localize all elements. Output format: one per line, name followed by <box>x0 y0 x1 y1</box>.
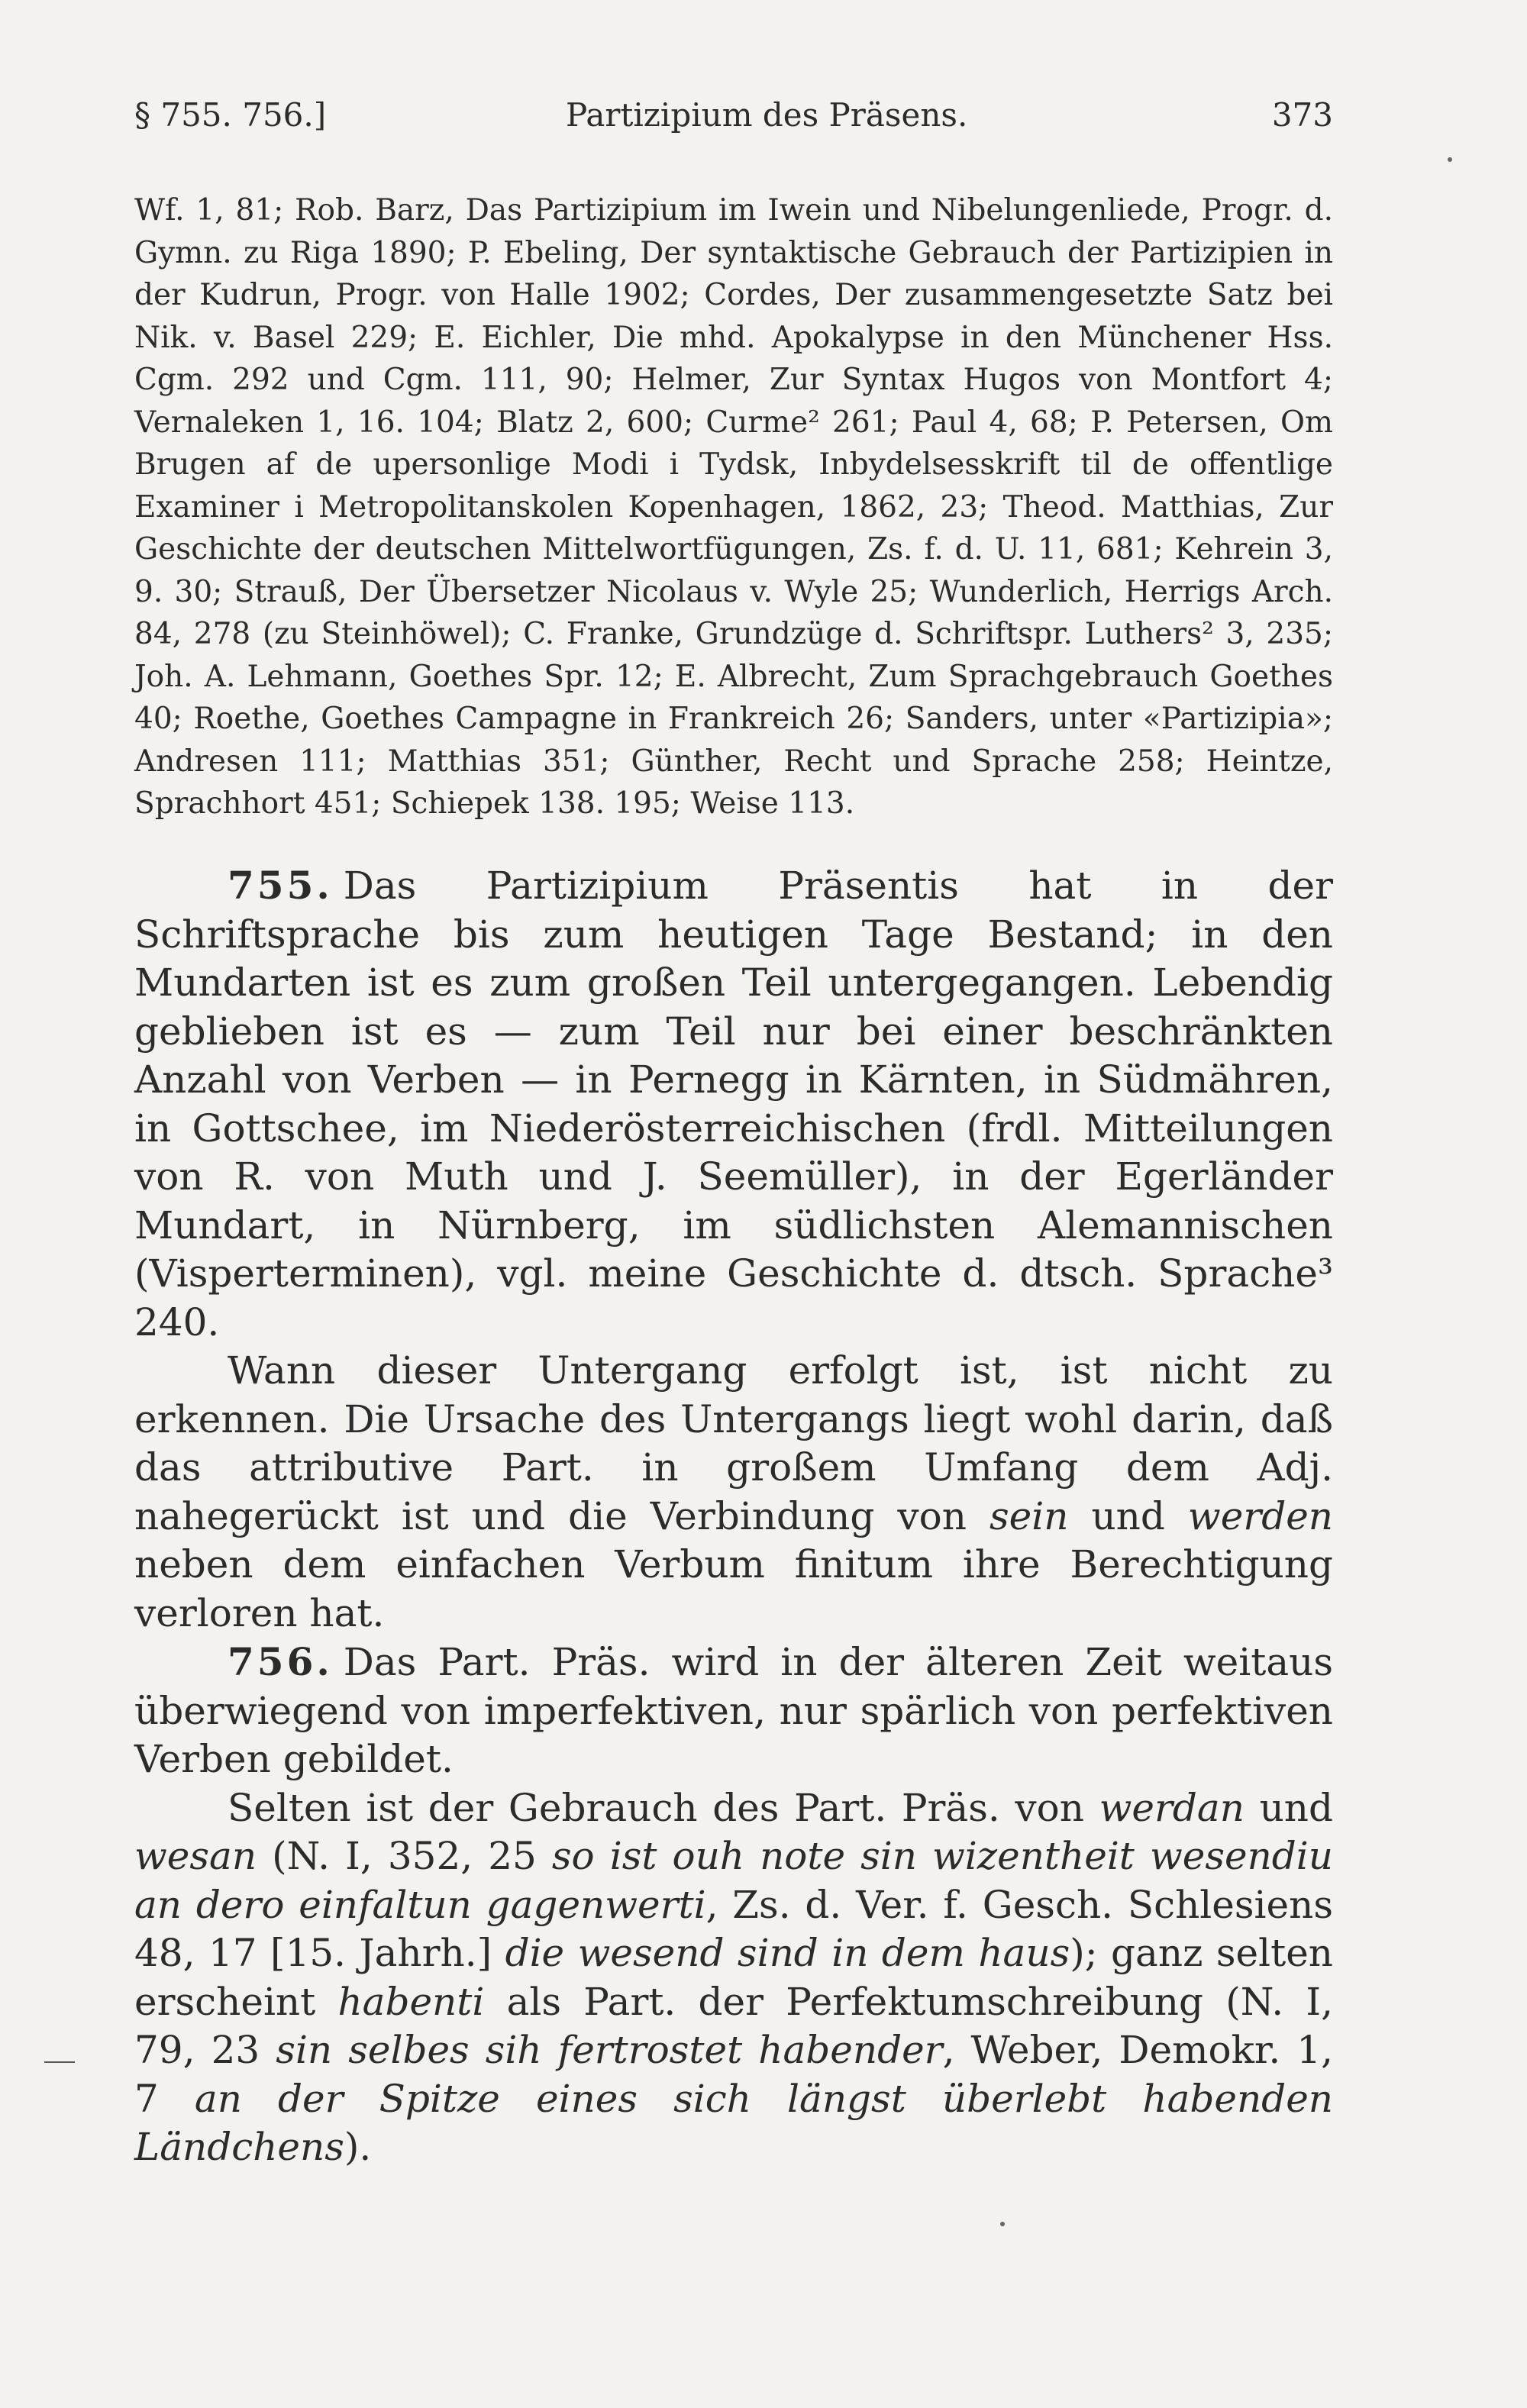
section-number-755: 755. <box>228 863 333 908</box>
header-section-ref: § 755. 756.] <box>134 96 327 134</box>
main-text <box>134 861 1333 2172</box>
speck <box>1448 157 1452 162</box>
quote-weber: an der Spitze eines sich längst überlebt habenden Ländchens <box>134 2076 1333 2169</box>
bibliography-block: Wf. 1, 81; Rob. Barz, Das Partizipium im Iwein und Nibelungenliede, Progr. d. Gymn. zu Riga 1890; P. Ebeling, Der syntaktische Gebrauch der Partizipien in der Kudrun, Progr. von Halle 1902; Cordes, Der zusammengesetzte Satz bei Nik. v. Basel 229; E. Eichler, Die mhd. Apokalypse in den Münchener Hss. Cgm. 292 und Cgm. 111, 90; Helmer, Zur Syntax Hugos von Montfort 4; Vernaleken 1, 16. 104; Blatz 2, 600; Curme² 261; Paul 4, 68; P. Petersen, Om Brugen af de upersonlige Modi i Tydsk, Inbydelsesskrift til de offentlige Examiner i Metropolitanskolen Kopenhagen, 1862, 23; Theod. Matthias, Zur Geschichte der deutschen Mittelwortfügungen, Zs. f. d. U. 11, 681; Kehrein 3, 9. 30; Strauß, Der Übersetzer Nicolaus v. Wyle 25; Wunderlich, Herrigs Arch. 84, 278 (zu Steinhöwel); C. Franke, Grundzüge d. Schriftspr. Luthers² 3, 235; Joh. A. Lehmann, Goethes Spr. 12; E. Albrecht, Zum Sprachgebrauch Goethes 40; Roethe, Goethes Campagne in Frankreich 26; Sanders, unter «Partizipia»; Andresen 111; Matthias 351; Günther, Recht und Sprache 258; Heintze, Sprachhort 451; Schiepek 138. 195; Weise 113. <box>134 193 1333 821</box>
quote-schlesien: die wesend sind in dem haus <box>505 1931 1070 1975</box>
speck <box>1000 2222 1005 2226</box>
section-755-paragraph-2: Wann dieser Untergang erfolgt ist, ist nicht zu erkennen. Die Ursache des Untergangs liegt wohl darin, daß das attributive Part. in großem Umfang dem Adj. nahegerückt ist und die Verbindung von sein und werden neben dem einfachen Verbum finitum ihre Berechtigung verloren hat. <box>134 1348 1333 1635</box>
term-werdan: werdan <box>1099 1785 1245 1830</box>
header-title: Partizipium des Präsens. <box>566 96 968 134</box>
term-sein: sein <box>989 1493 1069 1538</box>
term-werden: werden <box>1187 1493 1333 1538</box>
term-wesan: wesan <box>134 1834 257 1878</box>
page-number: 373 <box>1271 96 1333 134</box>
section-756-paragraph-2: Selten ist der Gebrauch des Part. Präs. von werdan und wesan (N. I, 352, 25 so ist ouh note sin wizentheit wesendiu an dero einfaltun gagenwerti, Zs. d. Ver. f. Gesch. Schlesiens 48, 17 [15. Jahrh.] die wesend sind in dem haus); ganz selten erscheint habenti als Part. der Perfektumschreibung (N. I, 79, 23 sin selbes sih fertrostet habender, Weber, Demokr. 1, 7 an der Spitze eines sich längst überlebt habenden Ländchens). <box>134 1785 1334 2169</box>
margin-mark <box>44 2061 75 2063</box>
section-755-paragraph-1: 755. Das Partizipium Präsentis hat in der Schriftsprache bis zum heutigen Tage Bestand; in den Mundarten ist es zum großen Teil untergegangen. Lebendig geblieben ist es — zum Teil nur bei einer beschränkten Anzahl von Verben — in Pernegg in Kärnten, in Südmähren, in Gottschee, im Niederösterreichischen (frdl. Mitteilungen von R. von Muth und J. Seemüller), in der Egerländer Mundart, in Nürnberg, im südlichsten Alemannischen (Visperterminen), vgl. meine Geschichte d. dtsch. Sprache³ 240. <box>134 863 1333 1344</box>
quote-notker-2: sin selbes sih fertrostet habender <box>276 2028 943 2072</box>
running-header <box>134 96 1333 157</box>
section-756-paragraph-1: 756. Das Part. Präs. wird in der älteren Zeit weitaus überwiegend von imperfektiven, nur spärlich von perfektiven Verben gebildet. <box>134 1639 1333 1781</box>
quote-notker-1: so ist ouh note sin wizentheit wesendiu an dero einfaltun gagenwerti <box>134 1834 1333 1927</box>
term-habenti: habenti <box>337 1979 485 2024</box>
section-number-756: 756. <box>228 1639 333 1684</box>
